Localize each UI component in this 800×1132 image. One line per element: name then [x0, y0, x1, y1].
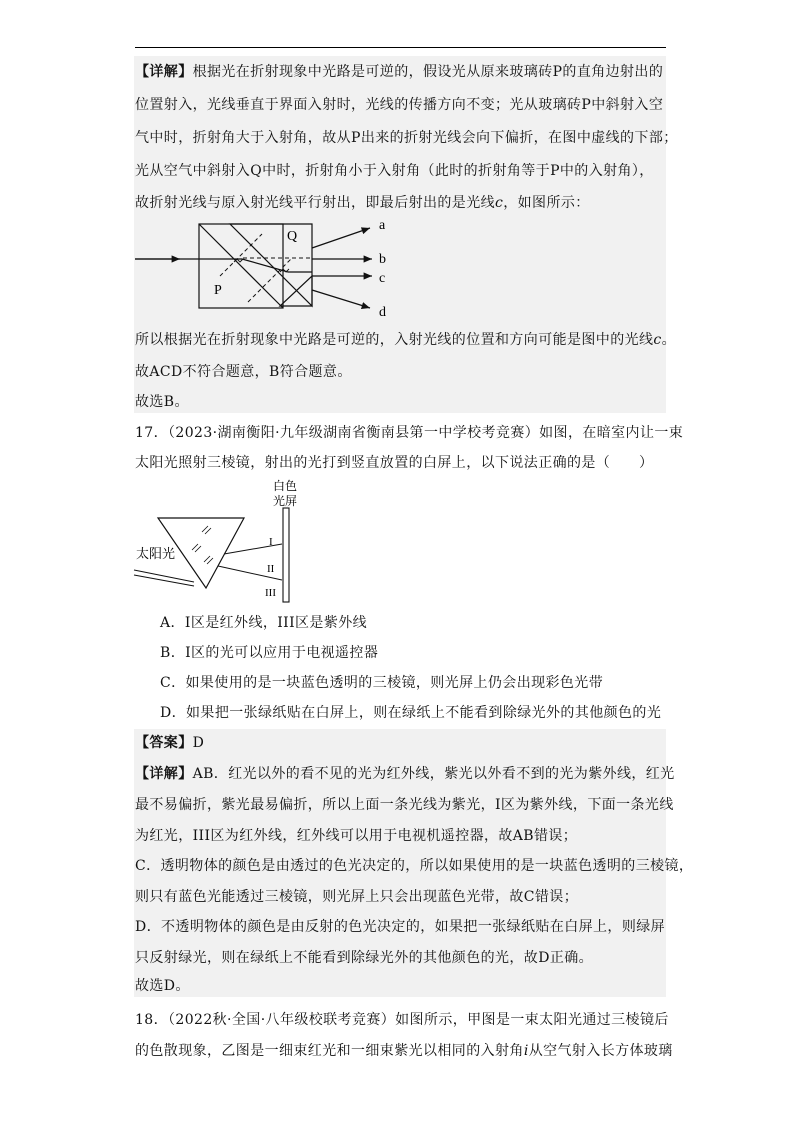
- dashed-normal-1: [220, 234, 262, 276]
- label-b: b: [379, 252, 386, 267]
- answer-tag: 【答案】: [135, 735, 193, 751]
- zone-2-label: II: [267, 563, 275, 575]
- q17-detail-line-2: 最不易偏折，紫光最易偏折，所以上面一条光线为紫光，I区为紫外线，下面一条光线: [135, 797, 674, 813]
- q17-stem-line-2: 太阳光照射三棱镜，射出的光打到竖直放置的白屏上，以下说法正确的是（ ）: [135, 455, 654, 471]
- label-c: c: [379, 271, 386, 286]
- q16-prism-figure: [130, 212, 410, 324]
- q17-detail-line-3: 为红光，III区为红外线，红外线可以用于电视机遥控器，故AB错误；: [135, 828, 578, 844]
- q17-answer: 【答案】D: [135, 735, 205, 751]
- q16-choice: 故选B。: [135, 394, 189, 410]
- q18-stem-line-1: 18．（2022秋·全国·八年级校联考竞赛）如图所示，甲图是一束太阳光通过三棱镜后: [135, 1012, 669, 1028]
- q17-option-a: A．I区是红外线，III区是紫外线: [160, 615, 368, 631]
- violet-ray: [224, 544, 282, 554]
- q17-detail-line-1: 【详解】AB．红光以外的看不见的光为红外线，紫光以外看不到的光为紫外线，红光: [135, 766, 675, 782]
- q16-conclusion: 所以根据光在折射现象中光路是可逆的，入射光线的位置和方向可能是图中的光线c。: [135, 332, 677, 348]
- q17-detail-line-7: 只反射绿光，则在绿纸上不能看到除绿光外的其他颜色的光，故D正确。: [135, 950, 594, 966]
- q17-option-d: D．如果把一张绿纸贴在白屏上，则在绿纸上不能看到除绿光外的其他颜色的光: [160, 705, 662, 721]
- label-p: P: [214, 283, 222, 298]
- q16-detail-line-3: 气中时，折射角大于入射角，故从P出来的折射光线会向下偏折，在图中虚线的下部；: [135, 130, 678, 146]
- q16-detail-line-2: 位置射入，光线垂直于界面入射时，光线的传播方向不变；光从玻璃砖P中斜射入空: [135, 97, 664, 113]
- q17-detail-line-4: C．透明物体的颜色是由透过的色光决定的，所以如果使用的是一块蓝色透明的三棱镜，: [135, 858, 694, 874]
- screen-label-1: 白色: [273, 479, 298, 493]
- q16-detail-line-5: 故折射光线与原入射光线平行射出，即最后射出的是光线c，如图所示：: [135, 195, 590, 211]
- ray-d-line: [312, 290, 370, 308]
- zone-1-label: I: [269, 536, 273, 548]
- q17-detail-line-6: D．不透明物体的颜色是由反射的色光决定的，如果把一张绿纸贴在白屏上，则绿屏: [135, 919, 666, 935]
- q17-prism-figure: [132, 478, 312, 604]
- q17-stem-line-1: 17．（2023·湖南衡阳·九年级湖南省衡南县第一中学校考竞赛）如图，在暗室内让一束: [135, 425, 684, 441]
- label-d: d: [379, 305, 386, 320]
- q17-option-b: B．I区的光可以应用于电视遥控器: [160, 645, 379, 661]
- prism-hatch-2: [192, 544, 201, 552]
- q16-detail-line-1: 【详解】根据光在折射现象中光路是可逆的，假设光从原来玻璃砖P的直角边射出的: [135, 64, 664, 80]
- q17-detail-line-8: 故选D。: [135, 978, 190, 994]
- prism-hatch-1: [202, 526, 211, 534]
- q17-detail-line-5: 则只有蓝色光能透过三棱镜，则光屏上只会出现蓝色光带，故C错误；: [135, 889, 579, 905]
- q17-option-c: C．如果使用的是一块蓝色透明的三棱镜，则光屏上仍会出现彩色光带: [160, 675, 604, 691]
- label-a: a: [379, 218, 386, 233]
- brick-p-diagonal: [199, 224, 283, 308]
- white-screen: [283, 508, 289, 602]
- label-q: Q: [287, 229, 298, 244]
- header-rule: [135, 47, 666, 48]
- refracted-ray: [242, 259, 288, 272]
- q16-judge: 故ACD不符合题意，B符合题意。: [135, 364, 352, 380]
- q18-stem-line-2: 的色散现象，乙图是一细束红光和一细束紫光以相同的入射角i从空气射入长方体玻璃: [135, 1043, 673, 1059]
- detail-tag: 【详解】: [135, 64, 193, 80]
- zone-3-label: III: [265, 587, 276, 599]
- brick-q: [230, 224, 312, 306]
- ray-a-line: [312, 228, 370, 248]
- detail-tag: 【详解】: [135, 766, 193, 782]
- prism-hatch-3: [204, 556, 213, 564]
- q16-detail-line-4: 光从空气中斜射入Q中时，折射角小于入射角（此时的折射角等于P中的入射角），: [135, 163, 654, 179]
- screen-label-2: 光屏: [273, 494, 298, 508]
- sunlight-label: 太阳光: [136, 546, 176, 561]
